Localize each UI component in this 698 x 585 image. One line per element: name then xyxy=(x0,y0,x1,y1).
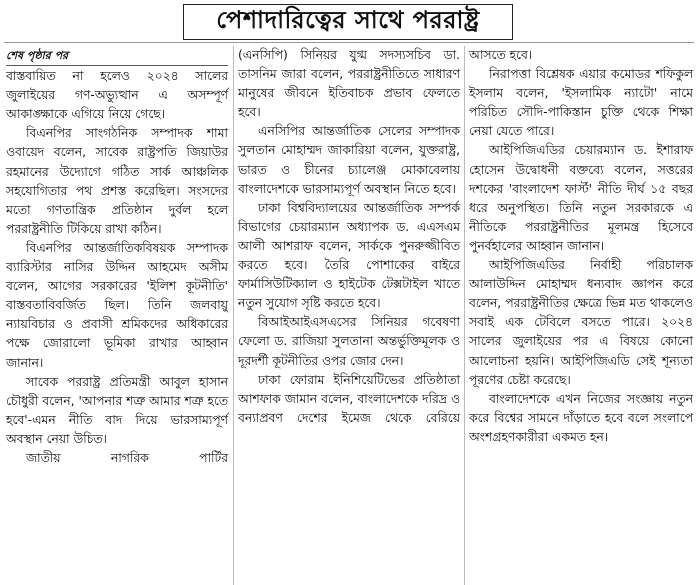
paragraph: বিএনপির সাংগঠনিক সম্পাদক শামা ওবায়েদ বলেন, সাবেক রাষ্ট্রপতি জিয়াউর রহমানের উদ্যোগে গঠিত সার্ক আঞ্চলিক সহযোগিতার পথ প্রশস্ত করেছিল। সংসদের মতো গণতান্ত্রিক প্রতিষ্ঠান দুর্বল হলে পররাষ্ট্রনীতি টিকিয়ে রাখা কঠিন। xyxy=(6,126,228,236)
column-divider xyxy=(233,46,234,585)
paragraph: বাস্তবায়িত না হলেও ২০২৪ সালের জুলাইয়ের গণ-অভ্যুত্থান এ অসম্পূর্ণ আকাঙ্ক্ষাকে এগিয়ে নিয়ে গেছে। xyxy=(6,69,228,122)
paragraph: বিআইআইএসএসের সিনিয়র গবেষণা ফেলো ড. রাজিয়া সুলতানা অন্তর্ভুক্তিমূলক ও দূরদর্শী কূটনীতির ওপর জোর দেন। xyxy=(238,315,460,368)
column-2 xyxy=(238,46,460,428)
paragraph: (এনসিপি) সিনিয়র যুগ্ম সদস্যসচিব ডা. তাসনিম জারা বলেন, পররাষ্ট্রনীতিতে সাধারণ মানুষের জীবনে ইতিবাচক প্রভাব ফেলতে হবে। xyxy=(238,48,460,120)
paragraph: বাংলাদেশকে এখন নিজের সংজ্ঞায় নতুন করে বিশ্বের সামনে দাঁড়াতে হবে বলে সংলাপে অংশগ্রহণকারীরা একমত হন। xyxy=(469,391,693,444)
kicker: শেষ পৃষ্ঠার পর xyxy=(6,49,69,62)
column-divider xyxy=(464,46,465,585)
column-1 xyxy=(6,46,228,468)
paragraph: আইপিজিএডির চেয়ারম্যান ড. ইশারাফ হোসেন উদ্বোধনী বক্তব্যে বলেন, সত্তরের দশকের 'বাংলাদেশ ফার্স্ট' নীতি দীর্ঘ ১৫ বছর ধরে অনুপস্থিত। তিনি নতুন সরকারকে এ নীতিকে পররাষ্ট্রনীতির মূলমন্ত্র হিসেবে পুনর্বহালের আহ্বান জানান। xyxy=(469,143,693,253)
top-rule xyxy=(4,42,694,43)
kicker-rule xyxy=(6,65,228,66)
paragraph: আসতে হবে। xyxy=(469,48,533,62)
headline: পেশাদারিত্বের সাথে পররাষ্ট্র xyxy=(183,4,513,40)
paragraph: নিরাপত্তা বিশ্লেষক এয়ার কমোডর শফিকুল ইসলাম বলেন, 'ইসলামিক ন্যাটো' নামে পরিচিত সৌদি-পাকিস্তান চুক্তি থেকে শিক্ষা নেয়া যেতে পারে। xyxy=(469,67,693,139)
paragraph: সাবেক পররাষ্ট্র প্রতিমন্ত্রী আবুল হাসান চৌধুরী বলেন, 'আপনার শত্রু আমার শত্রু হতে হবে'-এমন নীতি বাদ দিয়ে ভারসাম্যপূর্ণ অবস্থান নেয়া উচিত। xyxy=(6,374,228,446)
paragraph: ঢাকা বিশ্ববিদ্যালয়ের আন্তর্জাতিক সম্পর্ক বিভাগের চেয়ারম্যান অধ্যাপক ড. এএসএম আলী আশরাফ বলেন, সার্ককে পুনরুজ্জীবিত করতে হবে। তৈরি পোশাকের বাইরে ফার্মাসিউটিক্যাল ও হাইটেক টেক্সটাইল খাতে নতুন সুযোগ সৃষ্টি করতে হবে। xyxy=(238,200,460,311)
paragraph: বিএনপির আন্তর্জাতিকবিষয়ক সম্পাদক ব্যারিস্টার নাসির উদ্দিন আহমেদ অসীম বলেন, আগের সরকারের 'ইলিশ কূটনীতি' বাস্তবতাবিবর্জিত ছিল। তিনি জলবায়ু ন্যায়বিচার ও প্রবাসী শ্রমিকদের অধিকারের পক্ষে জোরালো ভূমিকা রাখার আহ্বান জানান। xyxy=(6,240,228,370)
paragraph: আইপিজিএডির নির্বাহী পরিচালক আলাউদ্দিন মোহাম্মদ ধন্যবাদ জ্ঞাপন করে বলেন, পররাষ্ট্রনীতির ক্ষেত্রে ভিন্ন মত থাকলেও সবাই এক টেবিলে বসতে পারে। ২০২৪ সালের জুলাইয়ের পর এ বিষয়ে কোনো আলোচনা হয়নি। আইপিজিএডি সেই শূন্যতা পূরণের চেষ্টা করেছে। xyxy=(469,258,693,387)
paragraph: ঢাকা ফোরাম ইনিশিয়েটিভের প্রতিষ্ঠাতা আশফাক জামান বলেন, বাংলাদেশকে দরিদ্র ও বন্যাপ্রবণ দেশের ইমেজ থেকে বেরিয়ে xyxy=(238,372,460,425)
paragraph: জাতীয় নাগরিক পার্টির xyxy=(26,450,228,465)
paragraph: এনসিপির আন্তর্জাতিক সেলের সম্পাদক সুলতান মোহাম্মদ জাকারিয়া বলেন, যুক্তরাষ্ট্র, ভারত ও চীনের চ্যালেঞ্জ মোকাবেলায় বাংলাদেশকে ভারসাম্যপূর্ণ অবস্থান নিতে হবে। xyxy=(238,124,460,196)
column-3 xyxy=(469,46,693,447)
